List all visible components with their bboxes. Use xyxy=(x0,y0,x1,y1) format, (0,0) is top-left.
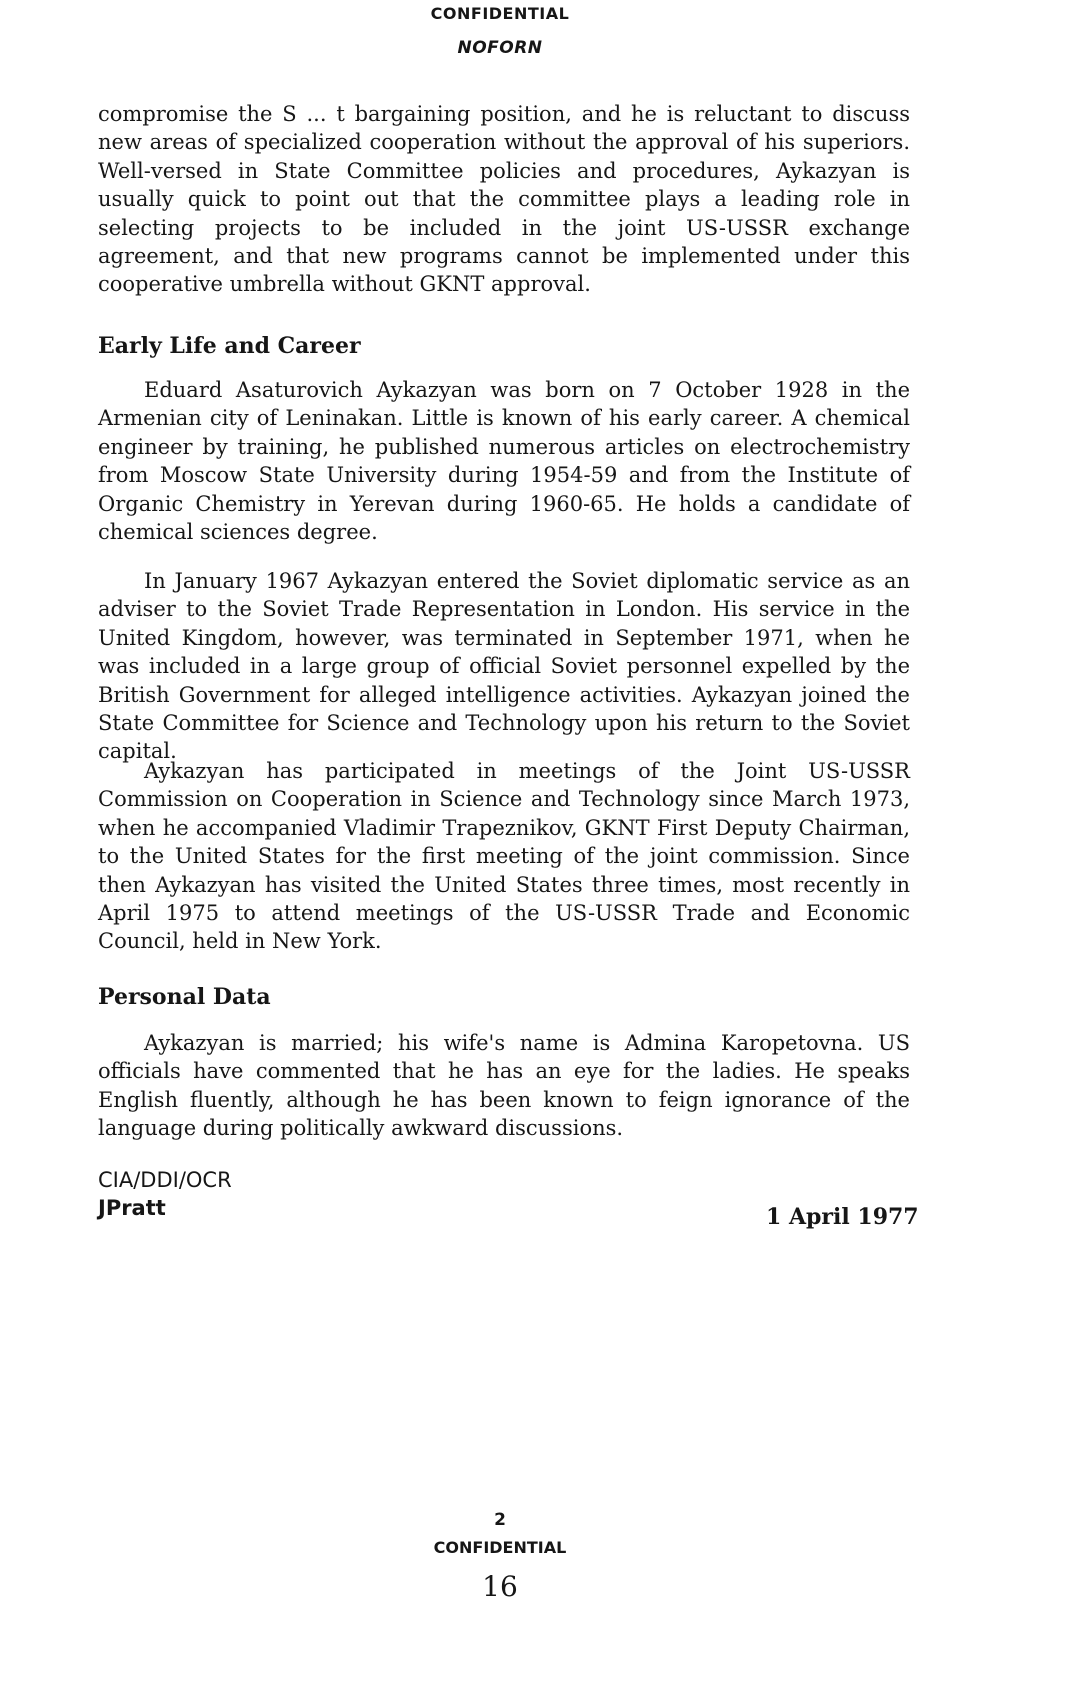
intro-paragraph: compromise the S ... t bargaining position, and he is reluctant to discuss new areas of specialized cooperation without the approval of his superiors. Well-versed in State Committee policies and procedures, Aykazyan is usually quick to point out that the committee plays a leading role in selecting projects to be included in the joint US-USSR exchange agreement, and that new programs cannot be implemented under this cooperative umbrella without GKNT approval. xyxy=(98,102,910,297)
early-life-paragraph-2-block xyxy=(98,567,910,766)
section-heading-personal-data: Personal Data xyxy=(98,984,271,1010)
early-life-paragraph-2: In January 1967 Aykazyan entered the Soviet diplomatic service as an adviser to the Soviet Trade Representation in London. His service in the United Kingdom, however, was terminated in September 1971, when he was included in a large group of official Soviet personnel expelled by the British Government for alleged intelligence activities. Aykazyan joined the State Committee for Science and Technology upon his return to the Soviet capital. xyxy=(98,569,910,764)
page-number: 2 xyxy=(494,1510,506,1530)
top-classification-marking xyxy=(0,4,1000,28)
document-date: 1 April 1977 xyxy=(766,1204,919,1230)
intro-paragraph-block xyxy=(98,100,910,299)
office-code: CIA/DDI/OCR xyxy=(98,1168,232,1192)
early-life-paragraph-3: Aykazyan has participated in meetings of the Joint US-USSR Commission on Cooperation in Science and Technology since March 1973, when he accompanied Vladimir Trapeznikov, GKNT First Deputy Chairman, to the United States for the first meeting of the joint commission. Since then Aykazyan has visited the United States three times, most recently in April 1975 to attend meetings of the US-USSR Trade and Economic Council, held in New York. xyxy=(98,759,910,954)
bottom-classification-marking: CONFIDENTIAL xyxy=(433,1538,567,1557)
early-life-paragraph-1: Eduard Asaturovich Aykazyan was born on 7 October 1928 in the Armenian city of Leninakan. Little is known of his early career. A chemical engineer by training, he published numerous articles on electrochemistry from Moscow State University during 1954-59 and from the Institute of Organic Chemistry in Yerevan during 1960-65. He holds a candidate of chemical sciences degree. xyxy=(98,378,910,545)
section-heading-early-life: Early Life and Career xyxy=(98,333,361,359)
top-classification-text: CONFIDENTIAL xyxy=(430,4,570,23)
author-name: JPratt xyxy=(98,1196,166,1220)
personal-data-paragraph: Aykazyan is married; his wife's name is Admina Karopetovna. US officials have commented that he has an eye for the ladies. He speaks English fluently, although he has been known to feign ignorance of the language during politically awkward discussions. xyxy=(98,1031,910,1141)
early-life-paragraph-3-block xyxy=(98,757,910,956)
handwritten-page-number: 16 xyxy=(482,1570,518,1603)
early-life-paragraph-1-block xyxy=(98,376,910,546)
noforn-marking: NOFORN xyxy=(457,38,543,58)
personal-data-paragraph-block xyxy=(98,1029,910,1143)
